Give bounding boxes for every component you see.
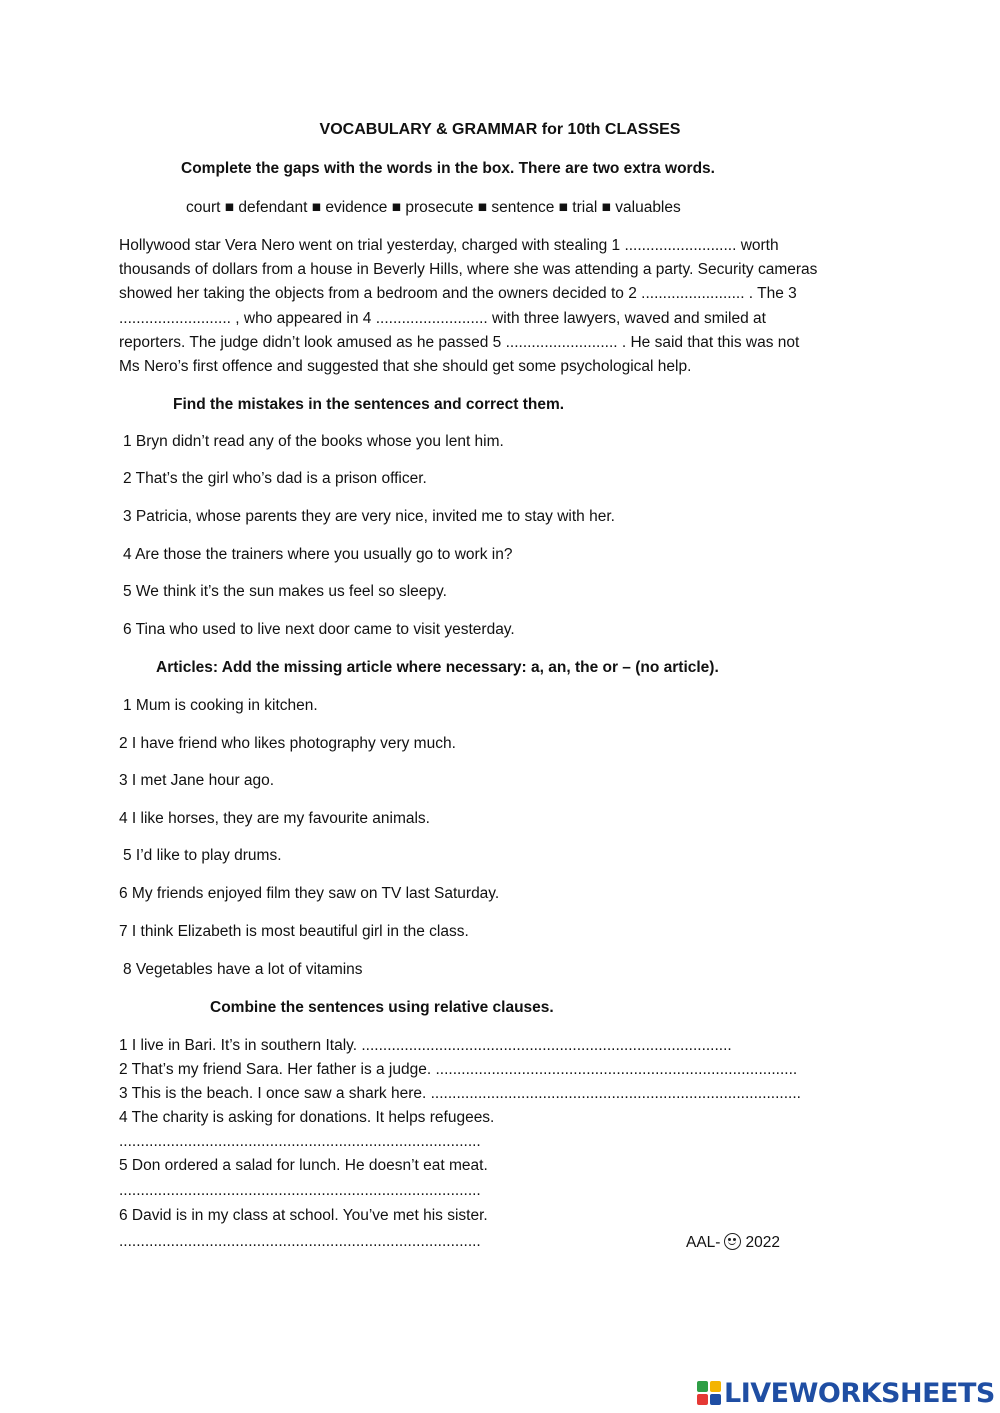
article-item: 5 I’d like to play drums. (123, 847, 282, 864)
paragraph-line: thousands of dollars from a house in Beverly Hills, where she was attending a party. Security cameras (119, 261, 818, 279)
watermark-logo (697, 1376, 995, 1410)
word-box: court ■ defendant ■ evidence ■ prosecute ■ sentence ■ trial ■ valuables (186, 199, 681, 216)
mistake-item: 5 We think it’s the sun makes us feel so sleepy. (123, 583, 447, 600)
smiley-icon (724, 1233, 741, 1250)
mistake-item: 2 That’s the girl who’s dad is a prison officer. (123, 470, 427, 487)
article-item: 2 I have friend who likes photography very much. (119, 735, 456, 752)
paragraph-line: showed her taking the objects from a bedroom and the owners decided to 2 ........................ . The 3 (119, 285, 797, 303)
section2-heading: Find the mistakes in the sentences and correct them. (173, 396, 565, 413)
combine-item: 6 David is in my class at school. You’ve met his sister. (119, 1207, 488, 1224)
answer-line: .................................................................................... (119, 1233, 481, 1250)
article-item: 3 I met Jane hour ago. (119, 772, 275, 789)
article-item: 1 Mum is cooking in kitchen. (123, 697, 318, 714)
article-item: 4 I like horses, they are my favourite animals. (119, 810, 430, 827)
article-item: 7 I think Elizabeth is most beautiful girl in the class. (119, 923, 469, 940)
section1-heading: Complete the gaps with the words in the box. There are two extra words. (181, 160, 715, 177)
page-title: VOCABULARY & GRAMMAR for 10th CLASSES (319, 121, 681, 138)
signature-year: 2022 (745, 1234, 780, 1251)
answer-line: .................................................................................... (119, 1182, 481, 1199)
combine-item: 4 The charity is asking for donations. It helps refugees. (119, 1109, 495, 1126)
combine-item: 2 That’s my friend Sara. Her father is a judge. .................................................................................... (119, 1061, 798, 1078)
signature-prefix: AAL- (686, 1234, 721, 1251)
watermark-text: LIVEWORKSHEETS (724, 1377, 995, 1409)
combine-item: 1 I live in Bari. It’s in southern Italy. ...................................................................................... (119, 1037, 732, 1054)
article-item: 6 My friends enjoyed film they saw on TV last Saturday. (119, 885, 500, 902)
mistake-item: 1 Bryn didn’t read any of the books whose you lent him. (123, 433, 504, 450)
paragraph-line: reporters. The judge didn’t look amused as he passed 5 .......................... . He said that this was not (119, 333, 800, 351)
paragraph-line: Hollywood star Vera Nero went on trial yesterday, charged with stealing 1 .......................... worth (119, 237, 779, 254)
gap-fill-paragraph (119, 234, 889, 379)
combine-item: 5 Don ordered a salad for lunch. He doesn’t eat meat. (119, 1157, 488, 1174)
article-item: 8 Vegetables have a lot of vitamins (123, 961, 363, 978)
liveworksheets-logo-icon (697, 1381, 721, 1405)
section3-heading: Articles: Add the missing article where necessary: a, an, the or – (no article). (156, 659, 719, 676)
signature (686, 1233, 780, 1252)
mistake-item: 6 Tina who used to live next door came to visit yesterday. (123, 621, 515, 638)
answer-line: .................................................................................... (119, 1133, 481, 1150)
section4-heading: Combine the sentences using relative clauses. (210, 999, 554, 1016)
mistake-item: 4 Are those the trainers where you usually go to work in? (123, 546, 513, 563)
combine-item: 3 This is the beach. I once saw a shark here. ...................................................................................... (119, 1085, 801, 1102)
paragraph-line: Ms Nero’s first offence and suggested that she should get some psychological help. (119, 358, 692, 376)
mistake-item: 3 Patricia, whose parents they are very nice, invited me to stay with her. (123, 508, 615, 525)
paragraph-line: .......................... , who appeared in 4 .......................... with three lawyers, waved and smiled at (119, 309, 766, 327)
